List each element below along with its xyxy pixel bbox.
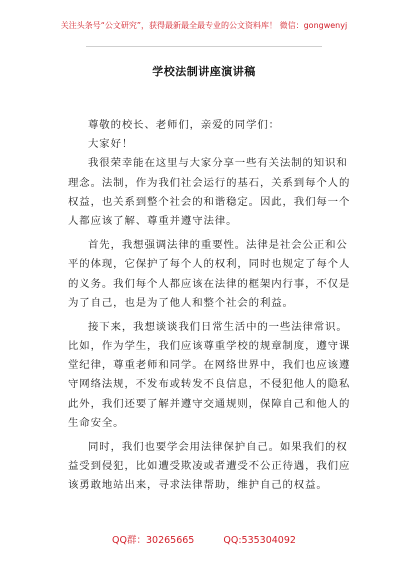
paragraph-line: 此外，我们还要了解并遵守交通规则，保障自己和他人的 [68, 397, 351, 410]
header-divider [86, 46, 322, 47]
paragraph-line: 首先，我想强调法律的重要性。法律是社会公正和公 [88, 239, 348, 252]
paragraph-line: 平的体现，它保护了每个人的权利，同时也规定了每个人 [68, 258, 351, 271]
footer-contact [0, 534, 408, 548]
paragraph-line: 堂纪律，尊重老师和同学。在网络世界中，我们也应该遵 [68, 359, 351, 372]
paragraph-line: 接下来，我想谈谈我们日常生活中的一些法律常识。 [88, 320, 348, 333]
paragraph-line: 我很荣幸能在这里与大家分享一些有关法制的知识和 [88, 157, 348, 170]
paragraph-line: 的义务。我们每个人都应该在法律的框架内行事，不仅是 [68, 277, 351, 290]
salutation-line: 尊敬的校长、老师们，亲爱的同学们： [88, 119, 280, 131]
qq-number: QQ:535304092 [223, 535, 296, 546]
paragraph-line: 理念。法制，作为我们社会运行的基石，关系到每个人的 [68, 176, 351, 189]
document-title: 学校法制讲座演讲稿 [152, 65, 256, 78]
header-banner: 关注头条号“公文研究”，获得最新最全最专业的公文资料库！ 微信：gongwenyj [60, 21, 348, 30]
greeting-line: 大家好！ [88, 138, 134, 151]
paragraph-line: 益受到侵犯，比如遭受欺凌或者遭受不公正待遇，我们应 [68, 460, 351, 473]
paragraph-line: 生命安全。 [68, 416, 125, 429]
document-body [68, 116, 351, 496]
qq-group-number: QQ群：30265665 [112, 535, 195, 546]
paragraph-line: 比如，作为学生，我们应该尊重学校的规章制度，遵守课 [68, 340, 351, 353]
paragraph-line: 守网络法规，不发布或转发不良信息，不侵犯他人的隐私 [68, 378, 351, 391]
paragraph-line: 同时，我们也要学会用法律保护自己。如果我们的权 [88, 441, 348, 453]
paragraph-line: 权益，也关系到整个社会的和谐稳定。因此，我们每一个 [68, 195, 351, 208]
paragraph-line: 为了自己，也是为了他人和整个社会的利益。 [68, 296, 294, 309]
paragraph-line: 该勇敢地站出来，寻求法律帮助，维护自己的权益。 [68, 479, 328, 492]
paragraph-line: 人都应该了解、尊重并遵守法律。 [68, 214, 238, 227]
